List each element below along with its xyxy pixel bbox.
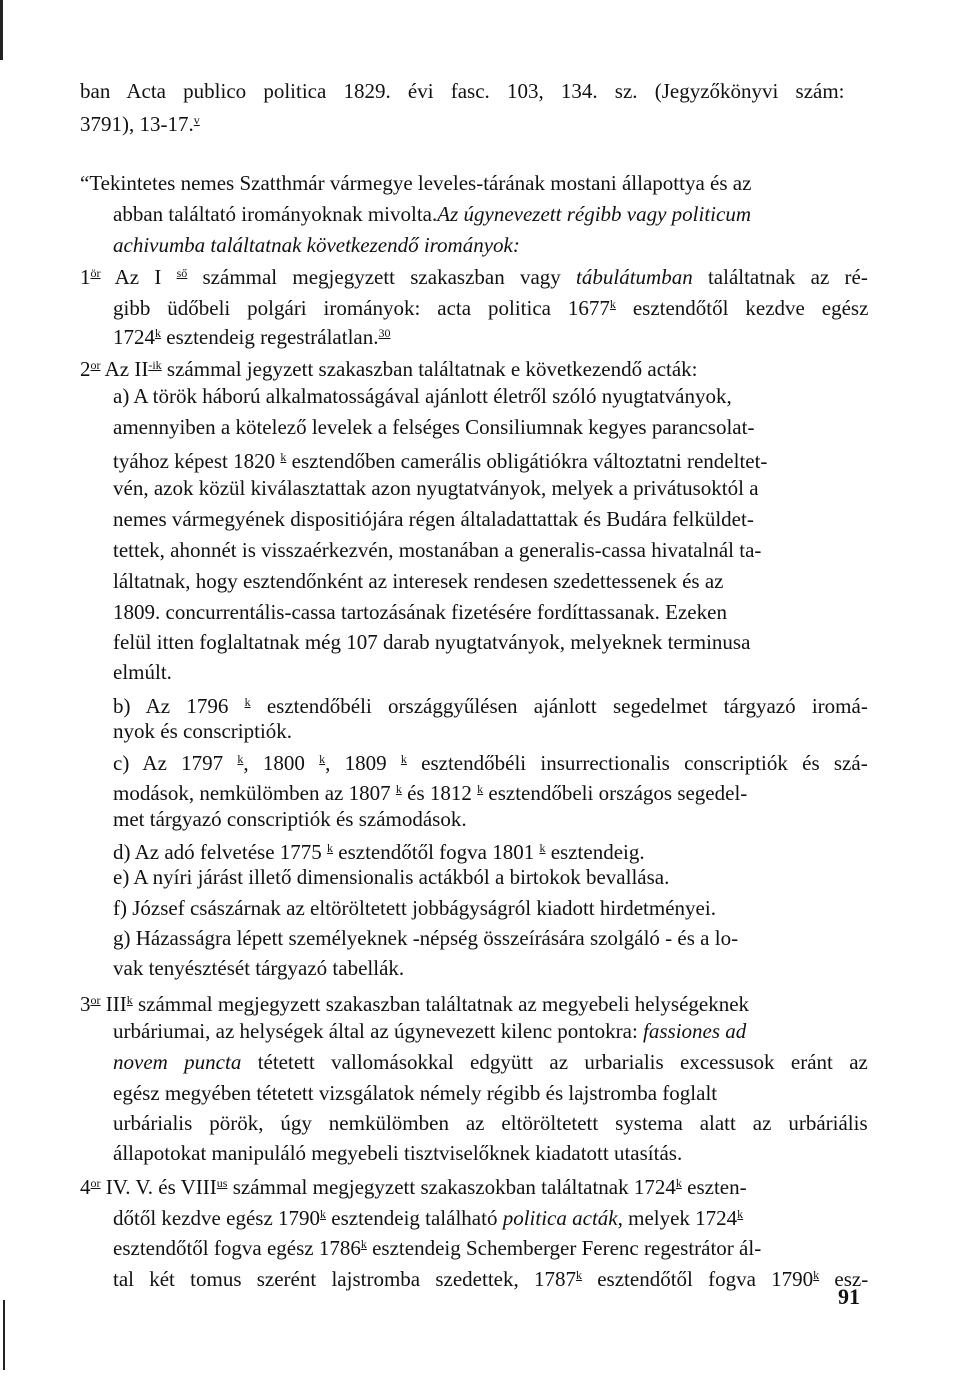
italic-text: fassiones ad	[643, 1019, 747, 1043]
superscript-text: k	[395, 782, 402, 796]
italic-text: novem puncta	[113, 1050, 242, 1074]
text-segment: nyok és conscriptiók.	[113, 719, 293, 743]
text-segment: 2	[80, 357, 91, 381]
text-segment: esztendőbeli országos segedel-	[483, 781, 748, 805]
text-segment: gibb üdőbeli polgári irományok: acta politica 1677	[113, 296, 610, 320]
superscript-text: k	[280, 450, 287, 464]
italic-text: Az úgynevezett régibb vagy politicum	[437, 202, 751, 226]
text-segment: , 1809	[325, 751, 401, 775]
text-line	[113, 744, 868, 778]
text-line	[113, 953, 404, 983]
text-line	[113, 473, 759, 503]
superscript-text: k	[320, 1207, 327, 1221]
text-line	[113, 1078, 717, 1108]
text-segment: egész megyében tétetett vizsgálatok némely régibb és lajstromba foglalt	[113, 1081, 718, 1105]
text-segment: számmal megjegyzett szakaszban vagy	[187, 265, 577, 289]
text-line	[113, 923, 738, 953]
text-line	[113, 657, 172, 687]
text-segment: elmúlt.	[113, 660, 172, 684]
text-line	[113, 199, 751, 229]
superscript-text: k	[813, 1268, 820, 1282]
text-segment: 3	[80, 992, 91, 1016]
text-segment: láltatnak, hogy esztendőnként az interesek rendesen szedettessenek és az	[113, 569, 724, 593]
text-line	[113, 535, 761, 565]
text-segment: dőtől kezdve egész 1790	[113, 1206, 321, 1230]
text-segment: , 1800	[243, 751, 320, 775]
text-line	[113, 627, 750, 657]
text-segment: 3791), 13-17.	[80, 112, 194, 136]
scan-edge-mark	[3, 1300, 5, 1370]
text-segment: tyához képest 1820	[113, 449, 281, 473]
text-line	[80, 76, 845, 106]
text-line	[113, 230, 520, 260]
text-segment: tal két tomus szerént lajstromba szedettek, 1787	[113, 1267, 576, 1291]
text-line	[80, 1168, 747, 1202]
superscript-text: k	[737, 1207, 744, 1221]
text-line	[113, 597, 727, 627]
text-segment: esztendeig Schemberger Ferenc regestrátor ál-	[366, 1236, 762, 1260]
text-segment: esztendőtől fogva 1801	[333, 840, 540, 864]
superscript-text: k	[126, 993, 133, 1007]
text-segment: modások, nemkülömben az 1807	[113, 781, 396, 805]
superscript-text: -ik	[148, 358, 162, 372]
italic-text: tábulátumban	[576, 265, 693, 289]
text-segment: urbáriumai, az helységek által az úgynevezett kilenc pontokra:	[113, 1019, 644, 1043]
text-line	[113, 566, 724, 596]
italic-text: achivumba találtatnak következendő irományok:	[113, 233, 520, 257]
text-line	[113, 1047, 868, 1077]
text-segment: felül itten foglaltatnak még 107 darab nyugtatványok, melyeknek terminusa	[113, 630, 751, 654]
superscript-text: k	[155, 326, 161, 340]
text-segment: e) A nyíri járást illető dimensionalis actákból a birtokok bevallása.	[113, 865, 670, 889]
text-segment: Az II	[100, 357, 149, 381]
text-segment: számmal jegyzett szakaszban találtatnak e következendő acták:	[161, 357, 698, 381]
superscript-text: ső	[176, 266, 188, 280]
text-segment: 1	[80, 265, 91, 289]
text-segment: IV. V. és VIII	[100, 1175, 217, 1199]
text-line	[113, 412, 754, 442]
text-line	[113, 1108, 868, 1138]
text-line	[113, 504, 754, 534]
text-segment: ban Acta publico politica 1829. évi fasc. 103, 134. sz. (Jegyzőkönyvi szám:	[80, 79, 845, 103]
text-segment: met tárgyazó conscriptiók és számodások.	[113, 807, 467, 831]
text-segment: f) József császárnak az eltöröltetett jobbágyságról kiadott hirdetményei.	[113, 896, 716, 920]
superscript-text: k	[244, 695, 251, 709]
superscript-text: k	[675, 1176, 682, 1190]
text-line	[113, 1229, 761, 1263]
superscript-text: k	[237, 752, 244, 766]
text-segment: esztendeig található	[326, 1206, 503, 1230]
text-line	[113, 318, 390, 352]
text-segment: számmal megjegyzett szakaszokban találtatnak 1724	[227, 1175, 676, 1199]
text-segment: számmal megjegyzett szakaszban találtatnak az megyebeli helységeknek	[132, 992, 750, 1016]
text-segment: esztendőbéli országgyűlésen ajánlott segedelmet tárgyazó iromá-	[250, 694, 868, 718]
text-segment: esztendőtől fogva egész 1786	[113, 1236, 361, 1260]
text-segment: nemes vármegyének dispositiójára régen általadattattak és Budára felküldet-	[113, 507, 754, 531]
text-segment: eszten-	[681, 1175, 747, 1199]
text-segment: esztendőbéli insurrectionalis conscriptiók és szá-	[406, 751, 868, 775]
text-segment: állapotokat manipuláló megyebeli tisztviselőknek kiadatott utasítás.	[113, 1141, 683, 1165]
text-line	[113, 442, 767, 476]
text-segment: urbárialis pörök, úgy nemkülömben az eltöröltetett systema alatt az urbáriális	[113, 1111, 868, 1135]
text-segment: 4	[80, 1175, 91, 1199]
superscript-text: or	[90, 1176, 101, 1190]
text-line	[113, 1016, 746, 1046]
text-line	[80, 258, 868, 292]
superscript-text: k	[327, 841, 334, 855]
superscript-text: k	[477, 782, 484, 796]
text-line	[113, 381, 732, 411]
superscript-text: ör	[90, 266, 101, 280]
text-segment: találtatnak az ré-	[692, 265, 868, 289]
text-line	[113, 1260, 868, 1294]
superscript-text: k	[319, 752, 326, 766]
text-line	[113, 1138, 682, 1168]
text-segment: 1724	[113, 325, 155, 349]
text-segment: esztendőtől kezdve egész	[615, 296, 869, 320]
text-segment: vak tenyésztését tárgyazó tabellák.	[113, 956, 405, 980]
text-segment: esztendőtől fogva 1790	[581, 1267, 814, 1291]
text-segment: c) Az 1797	[113, 751, 238, 775]
text-line	[80, 168, 751, 198]
text-line	[80, 105, 200, 139]
text-segment: g) Házasságra lépett személyeknek -népség összeírására szolgáló - és a lo-	[113, 926, 739, 950]
page-number: 91	[838, 1284, 860, 1309]
text-segment: abban találtató irományoknak mivolta.	[113, 202, 438, 226]
scan-edge-mark	[0, 0, 3, 60]
text-segment: tettek, ahonnét is visszaérkezvén, mostanában a generalis-cassa hivatalnál ta-	[113, 538, 762, 562]
text-segment: esztendeig.	[545, 840, 645, 864]
text-segment: vén, azok közül kiválasztattak azon nyugtatványok, melyek a privátusoktól a	[113, 476, 759, 500]
superscript-text: k	[609, 297, 616, 311]
text-line	[113, 893, 716, 923]
text-segment: a) A török háború alkalmatosságával ajánlott életről szóló nyugtatványok,	[113, 384, 732, 408]
text-segment: “Tekintetes nemes Szatthmár vármegye leveles-tárának mostani állapottya és az	[80, 171, 752, 195]
superscript-text: us	[216, 1176, 228, 1190]
text-segment: d) Az adó felvetése 1775	[113, 840, 328, 864]
text-line	[113, 862, 669, 892]
text-line	[113, 1199, 743, 1233]
text-line	[113, 804, 467, 834]
text-segment: esztendőben camerális obligátiókra változtatni rendeltet-	[286, 449, 768, 473]
superscript-text: k	[539, 841, 546, 855]
text-line	[80, 985, 749, 1019]
superscript-text: k	[575, 1268, 582, 1282]
superscript-text: v	[193, 113, 200, 127]
italic-text: politica acták,	[502, 1206, 623, 1230]
superscript-text: 30	[378, 326, 391, 340]
superscript-text: k	[400, 752, 407, 766]
text-segment: b) Az 1796	[113, 694, 245, 718]
superscript-text: k	[360, 1237, 367, 1251]
text-segment: III	[100, 992, 127, 1016]
superscript-text: or	[90, 358, 101, 372]
text-segment: esz-	[819, 1267, 869, 1291]
text-line	[80, 350, 698, 384]
superscript-text: or	[90, 993, 101, 1007]
text-segment: melyek 1724	[622, 1206, 738, 1230]
text-line	[113, 774, 747, 808]
text-segment: esztendeig regestrálatlan.	[161, 325, 379, 349]
text-segment: amennyiben a kötelező levelek a felséges Consiliumnak kegyes parancsolat-	[113, 415, 755, 439]
text-line	[113, 716, 292, 746]
text-segment: Az I	[100, 265, 177, 289]
text-segment: 1809. concurrentális-cassa tartozásának fizetésére fordíttassanak. Ezeken	[113, 600, 727, 624]
text-segment: tétetett vallomásokkal edgyütt az urbarialis excessusok eránt az	[241, 1050, 868, 1074]
text-segment: és 1812	[401, 781, 478, 805]
